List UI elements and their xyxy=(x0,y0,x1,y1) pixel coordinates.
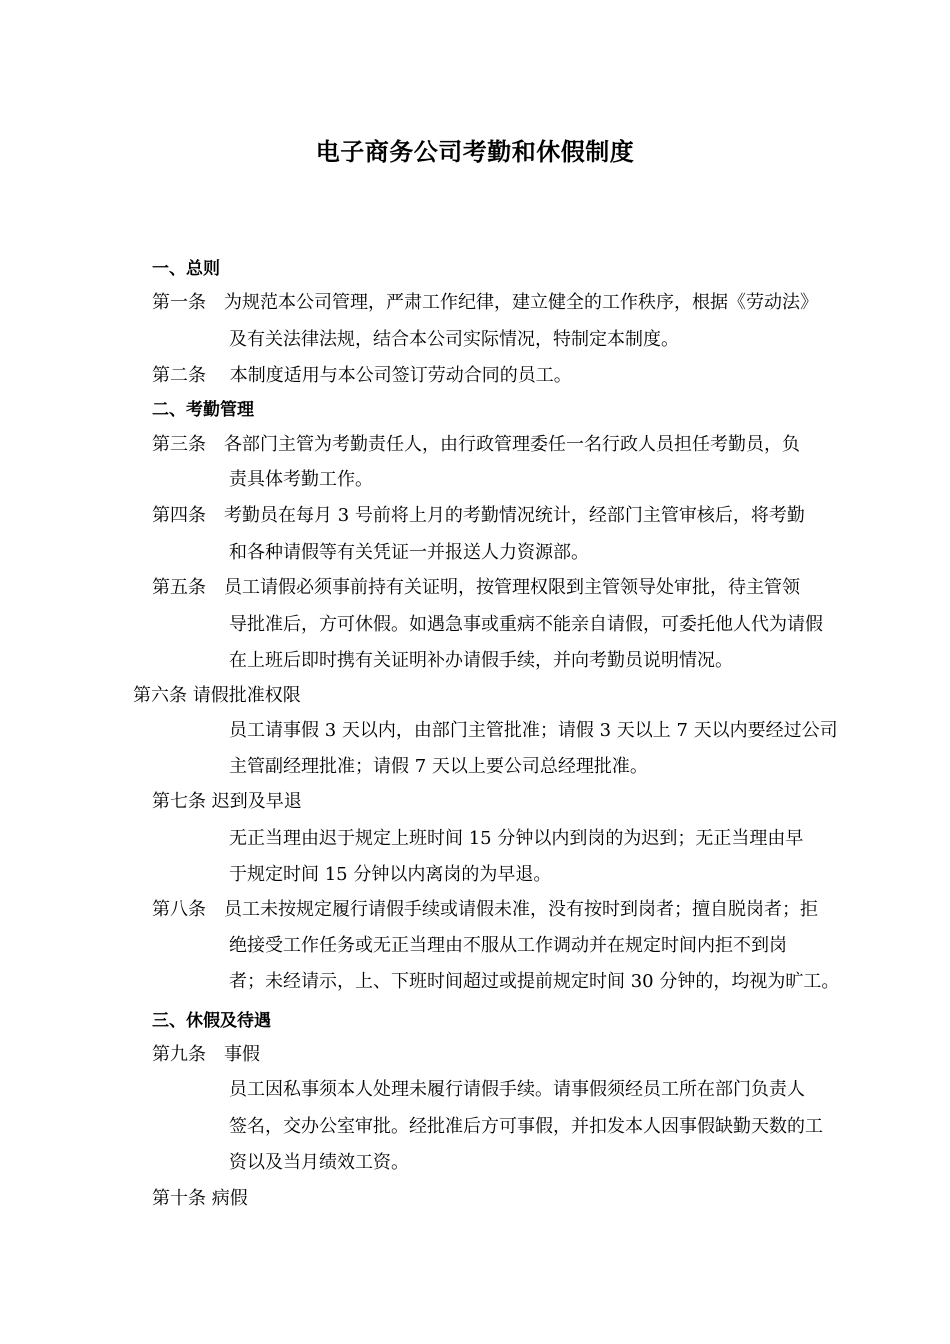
article-9-heading: 第九条 事假 xyxy=(152,1044,260,1065)
article-5-line-3: 在上班后即时携有关证明补办请假手续，并向考勤员说明情况。 xyxy=(229,650,733,671)
article-7-heading: 第七条 迟到及早退 xyxy=(152,791,302,812)
article-1-line-1: 第一条 为规范本公司管理，严肃工作纪律，建立健全的工作秩序，根据《劳动法》 xyxy=(152,292,818,313)
article-1-line-2: 及有关法律法规，结合本公司实际情况，特制定本制度。 xyxy=(229,329,679,350)
article-2: 第二条 本制度适用与本公司签订劳动合同的员工。 xyxy=(152,365,572,386)
article-9-line-2: 签名，交办公室审批。经批准后方可事假，并扣发本人因事假缺勤天数的工 xyxy=(229,1116,823,1137)
section-heading-attendance: 二、考勤管理 xyxy=(152,400,254,420)
article-3-line-2: 责具体考勤工作。 xyxy=(229,469,373,490)
section-heading-general: 一、总则 xyxy=(152,259,220,279)
article-8-line-3: 者；未经请示，上、下班时间超过或提前规定时间 30 分钟的，均视为旷工。 xyxy=(229,971,840,992)
article-7-line-2: 于规定时间 15 分钟以内离岗的为早退。 xyxy=(229,864,552,885)
article-6-heading: 第六条 请假批准权限 xyxy=(133,685,301,706)
article-4-line-2: 和各种请假等有关凭证一并报送人力资源部。 xyxy=(229,542,589,563)
article-8-line-2: 绝接受工作任务或无正当理由不服从工作调动并在规定时间内拒不到岗 xyxy=(229,935,787,956)
article-4-line-1: 第四条 考勤员在每月 3 号前将上月的考勤情况统计，经部门主管审核后，将考勤 xyxy=(152,505,805,526)
article-5-line-2: 导批准后，方可休假。如遇急事或重病不能亲自请假，可委托他人代为请假 xyxy=(229,614,823,635)
article-7-line-1: 无正当理由迟于规定上班时间 15 分钟以内到岗的为迟到；无正当理由早 xyxy=(229,828,804,849)
article-3-line-1: 第三条 各部门主管为考勤责任人，由行政管理委任一名行政人员担任考勤员，负 xyxy=(152,434,800,455)
article-9-line-1: 员工因私事须本人处理未履行请假手续。请事假须经员工所在部门负责人 xyxy=(229,1079,805,1100)
section-heading-leave: 三、休假及待遇 xyxy=(152,1011,271,1031)
article-6-line-1: 员工请事假 3 天以内，由部门主管批准；请假 3 天以上 7 天以内要经过公司 xyxy=(229,720,838,741)
article-10-heading: 第十条 病假 xyxy=(152,1188,248,1209)
article-8-line-1: 第八条 员工未按规定履行请假手续或请假未准，没有按时到岗者；擅自脱岗者；拒 xyxy=(152,899,818,920)
article-9-line-3: 资以及当月绩效工资。 xyxy=(229,1152,409,1173)
document-title: 电子商务公司考勤和休假制度 xyxy=(315,138,635,166)
article-6-line-2: 主管副经理批准；请假 7 天以上要公司总经理批准。 xyxy=(229,756,648,777)
article-5-line-1: 第五条 员工请假必须事前持有关证明，按管理权限到主管领导处审批，待主管领 xyxy=(152,577,800,598)
